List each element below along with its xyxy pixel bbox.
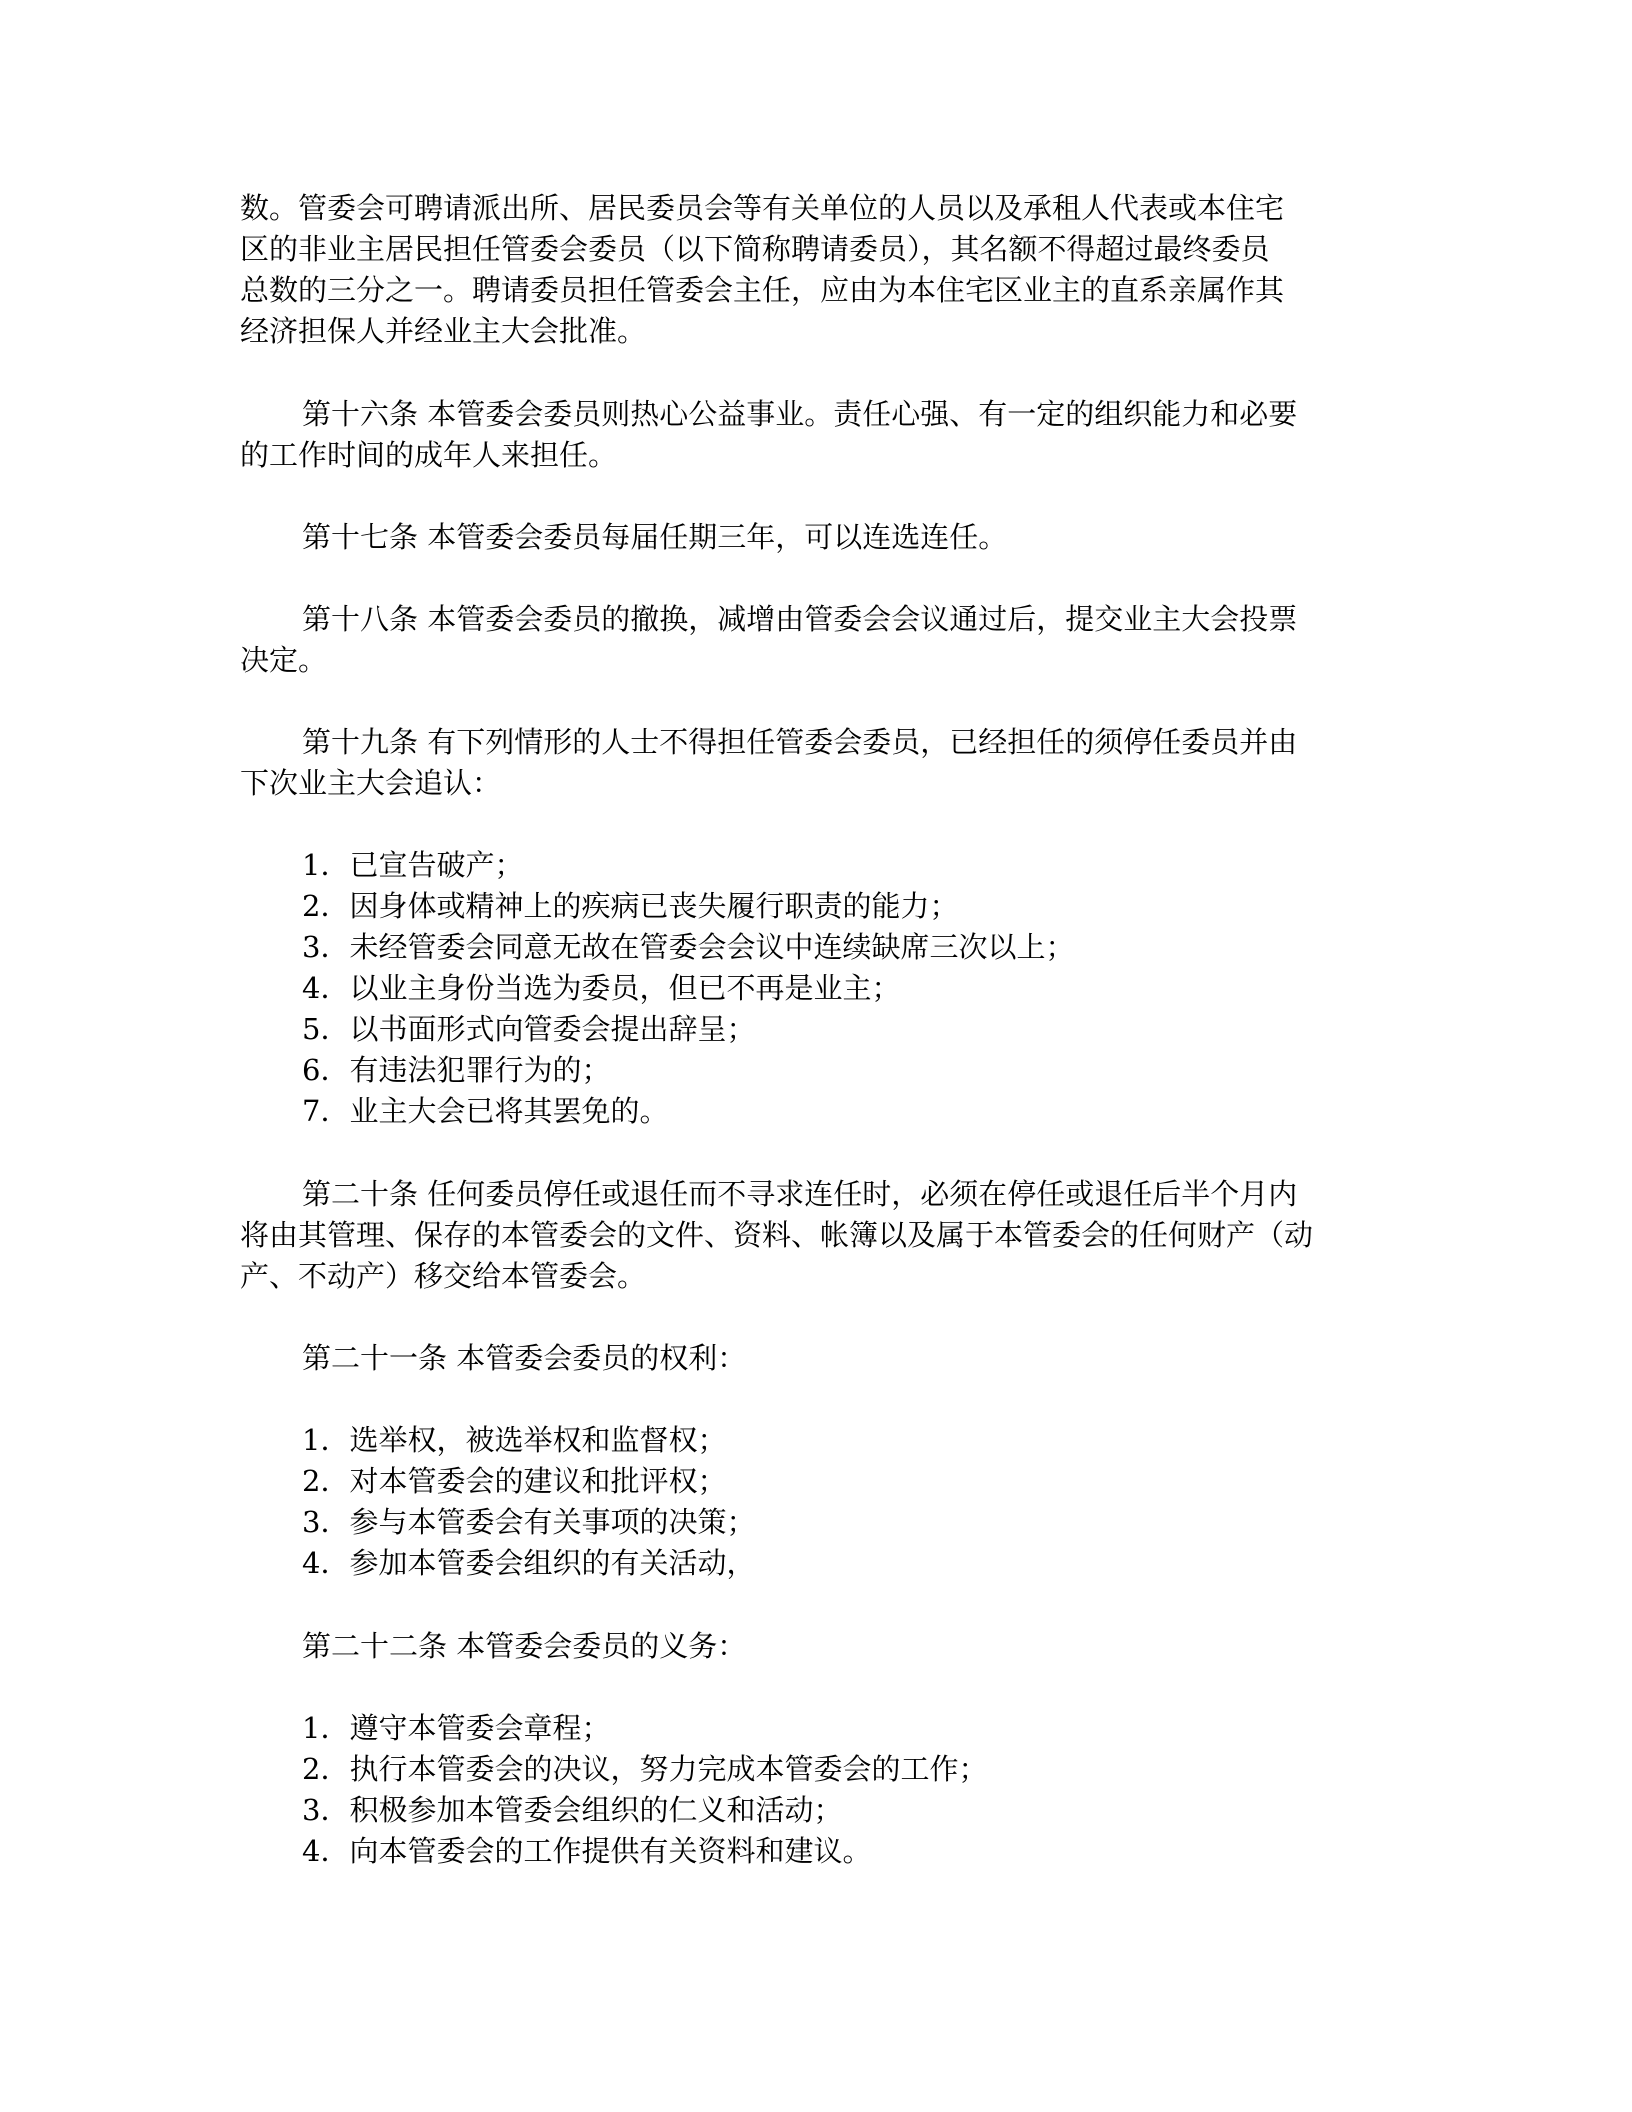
- text-line: 第十八条 本管委会委员的撤换，减增由管委会会议通过后，提交业主大会投票: [302, 602, 1298, 636]
- list-item: 3．参与本管委会有关事项的决策；: [302, 1505, 756, 1539]
- text-line: 将由其管理、保存的本管委会的文件、资料、帐簿以及属于本管委会的任何财产（动: [240, 1218, 1314, 1252]
- list-item: 3．积极参加本管委会组织的仁义和活动；: [302, 1793, 843, 1827]
- text-line: 第十九条 有下列情形的人士不得担任管委会委员，已经担任的须停任委员并由: [302, 725, 1298, 759]
- list-item: 4．向本管委会的工作提供有关资料和建议。: [302, 1834, 872, 1868]
- list-item: 6．有违法犯罪行为的；: [302, 1053, 611, 1087]
- article-21: [240, 1338, 1390, 1379]
- text-line: 第十七条 本管委会委员每届任期三年，可以连选连任。: [302, 520, 1008, 554]
- list-item: 1．选举权，被选举权和监督权；: [302, 1423, 727, 1457]
- text-line: 第二十二条 本管委会委员的义务：: [302, 1629, 747, 1663]
- article-19-list: [240, 845, 1390, 1132]
- text-line: 数。管委会可聘请派出所、居民委员会等有关单位的人员以及承租人代表或本住宅: [240, 191, 1285, 225]
- list-item: 1．遵守本管委会章程；: [302, 1711, 611, 1745]
- text-line: 第二十一条 本管委会委员的权利：: [302, 1341, 747, 1375]
- text-line: 下次业主大会追认：: [240, 766, 502, 800]
- article-17: [240, 517, 1390, 558]
- article-22: [240, 1626, 1390, 1667]
- paragraph-continuation: [240, 188, 1390, 352]
- text-line: 总数的三分之一。聘请委员担任管委会主任，应由为本住宅区业主的直系亲属作其: [240, 273, 1285, 307]
- article-20: [240, 1174, 1390, 1297]
- list-item: 7．业主大会已将其罢免的。: [302, 1094, 669, 1128]
- article-16: [240, 394, 1390, 476]
- text-line: 产、不动产）移交给本管委会。: [240, 1259, 647, 1293]
- text-line: 的工作时间的成年人来担任。: [240, 438, 618, 472]
- list-item: 1．已宣告破产；: [302, 848, 524, 882]
- list-item: 2．执行本管委会的决议，努力完成本管委会的工作；: [302, 1752, 988, 1786]
- text-line: 第二十条 任何委员停任或退任而不寻求连任时，必须在停任或退任后半个月内: [302, 1177, 1298, 1211]
- article-21-list: [240, 1420, 1390, 1584]
- list-item: 4．以业主身份当选为委员，但已不再是业主；: [302, 971, 901, 1005]
- list-item: 5．以书面形式向管委会提出辞呈；: [302, 1012, 756, 1046]
- list-item: 2．对本管委会的建议和批评权；: [302, 1464, 727, 1498]
- list-item: 2．因身体或精神上的疾病已丧失履行职责的能力；: [302, 889, 959, 923]
- article-19: [240, 722, 1390, 804]
- article-22-list: [240, 1708, 1390, 1872]
- article-18: [240, 599, 1390, 681]
- text-line: 区的非业主居民担任管委会委员（以下简称聘请委员），其名额不得超过最终委员: [240, 232, 1270, 266]
- text-line: 经济担保人并经业主大会批准。: [240, 314, 647, 348]
- list-item: 4．参加本管委会组织的有关活动，: [302, 1546, 756, 1580]
- text-line: 决定。: [240, 643, 328, 677]
- list-item: 3．未经管委会同意无故在管委会会议中连续缺席三次以上；: [302, 930, 1075, 964]
- text-line: 第十六条 本管委会委员则热心公益事业。责任心强、有一定的组织能力和必要: [302, 397, 1298, 431]
